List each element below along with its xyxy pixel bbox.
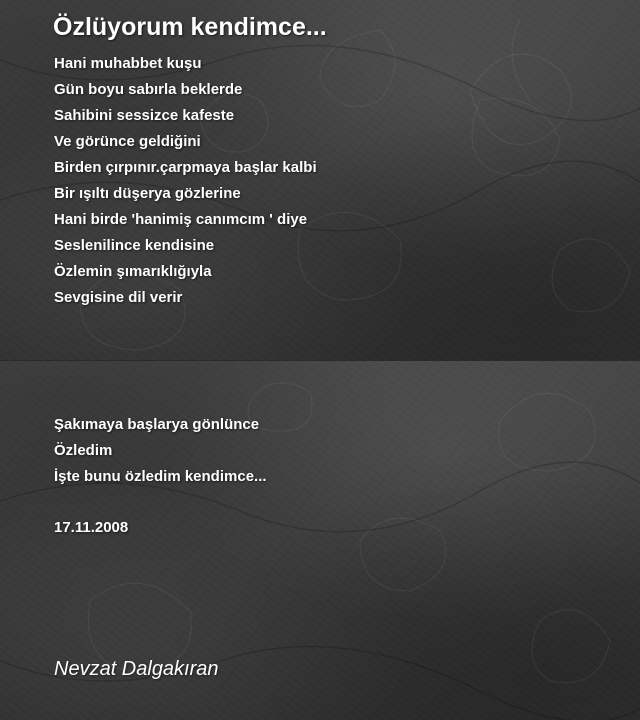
poem-line: Bir ışıltı düşerya gözlerine <box>54 185 241 202</box>
poem-line: Özledim <box>54 442 113 459</box>
poem-line: Sevgisine dil verir <box>54 289 183 306</box>
poem-line: Seslenilince kendisine <box>54 237 215 254</box>
poem-line: Gün boyu sabırla beklerde <box>54 81 243 98</box>
poem-line: Şakımaya başlarya gönlünce <box>54 416 260 433</box>
poem-line: Hani birde 'hanimiş canımcım ' diye <box>54 211 308 228</box>
poem-line: Sahibini sessizce kafeste <box>54 107 235 124</box>
poem-date: 17.11.2008 <box>54 519 129 536</box>
poem-line: Hani muhabbet kuşu <box>54 55 202 72</box>
poem-line: Birden çırpınır.çarpmaya başlar kalbi <box>54 159 317 176</box>
poem-stanza-2 <box>54 415 267 493</box>
poem-title: Özlüyorum kendimce... <box>53 13 327 41</box>
poem-image-bottom-panel <box>0 361 640 720</box>
poem-line: İşte bunu özledim kendimce... <box>54 468 267 485</box>
poem-line: Ve görünce geldiğini <box>54 133 201 150</box>
poem-line: Özlemin şımarıklığıyla <box>54 263 212 280</box>
poem-stanza-1 <box>54 54 317 314</box>
poem-author: Nevzat Dalgakıran <box>54 658 219 680</box>
